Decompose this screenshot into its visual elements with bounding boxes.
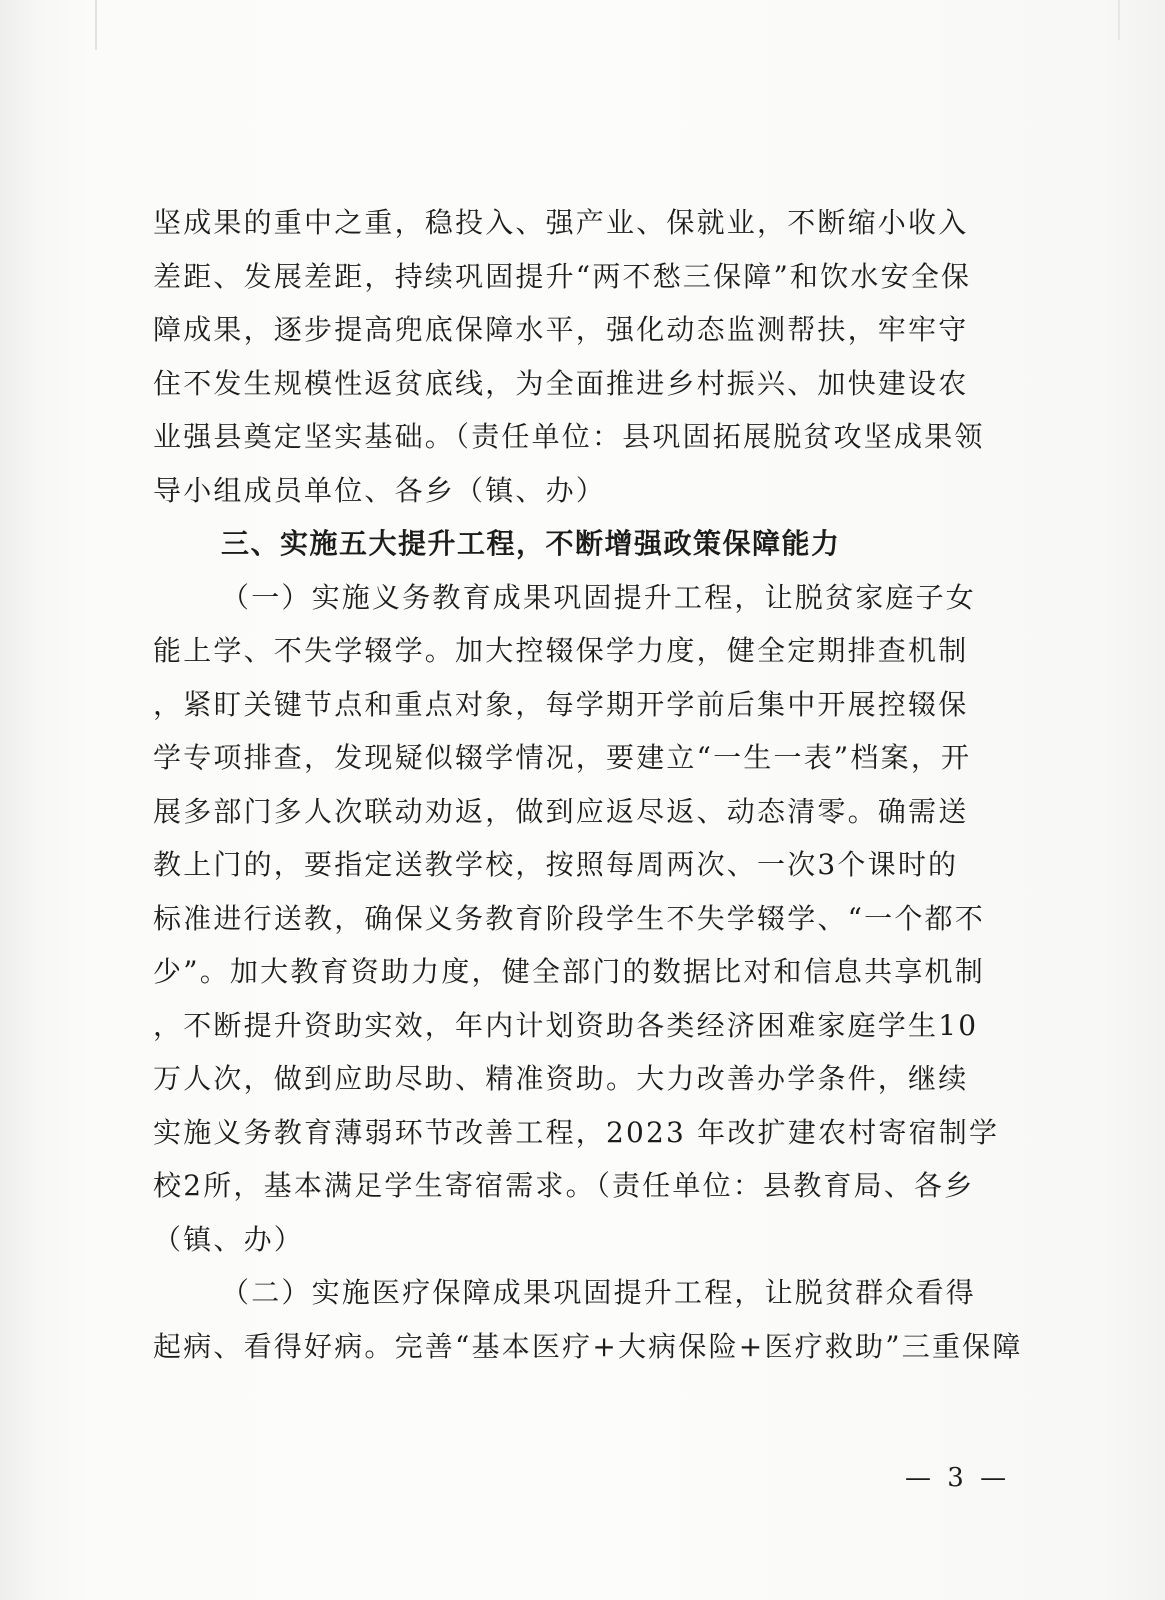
text-line: 展多部门多人次联动劝返，做到应返尽返、动态清零。确需送 — [153, 794, 969, 828]
text-line: ，不断提升资助实效，年内计划资助各类经济困难家庭学生10 — [153, 1008, 979, 1042]
subsection-heading-line: （二）实施医疗保障成果巩固提升工程，让脱贫群众看得 — [221, 1276, 977, 1309]
text-line: 实施义务教育薄弱环节改善工程，2023 年改扩建农村寄宿制学 — [153, 1115, 1000, 1149]
text-line: 少”。加大教育资助力度，健全部门的数据比对和信息共享机制 — [153, 955, 985, 988]
scan-edge-mark — [1118, 0, 1120, 40]
text-line: 障成果，逐步提高兜底保障水平，强化动态监测帮扶，牢牢守 — [153, 313, 969, 346]
document-body — [153, 196, 1023, 1373]
text-line: 坚成果的重中之重，稳投入、强产业、保就业，不断缩小收入 — [153, 206, 969, 239]
text-line: 万人次，做到应助尽助、精准资助。大力改善办学条件，继续 — [153, 1062, 969, 1095]
text-line: 导小组成员单位、各乡（镇、办） — [153, 473, 607, 507]
section-heading: 三、实施五大提升工程，不断增强政策保障能力 — [221, 527, 841, 560]
text-line: 学专项排查，发现疑似辍学情况，要建立“一生一表”档案，开 — [153, 741, 972, 774]
text-line: 教上门的，要指定送教学校，按照每周两次、一次3个课时的 — [153, 848, 959, 881]
text-line: 差距、发展差距，持续巩固提升“两不愁三保障”和饮水安全保 — [153, 259, 972, 293]
scan-edge-mark — [95, 0, 97, 50]
subsection-heading-line: （一）实施义务教育成果巩固提升工程，让脱贫家庭子女 — [221, 580, 977, 614]
text-line: 业强县奠定坚实基础。（责任单位：县巩固拓展脱贫攻坚成果领 — [153, 420, 985, 453]
text-line: 起病、看得好病。完善“基本医疗+大病保险+医疗救助”三重保障 — [153, 1329, 1023, 1363]
text-line: 能上学、不失学辍学。加大控辍保学力度，健全定期排查机制 — [153, 634, 969, 667]
text-line: 校2所，基本满足学生寄宿需求。（责任单位：县教育局、各乡 — [153, 1169, 975, 1202]
text-line: 住不发生规模性返贫底线，为全面推进乡村振兴、加快建设农 — [153, 366, 969, 400]
text-line: 标准进行送教，确保义务教育阶段学生不失学辍学、“一个都不 — [153, 901, 985, 935]
text-line: ，紧盯关键节点和重点对象，每学期开学前后集中开展控辍保 — [153, 687, 969, 721]
page-number: — 3 — — [905, 1463, 1011, 1493]
text-line: （镇、办） — [153, 1222, 305, 1256]
